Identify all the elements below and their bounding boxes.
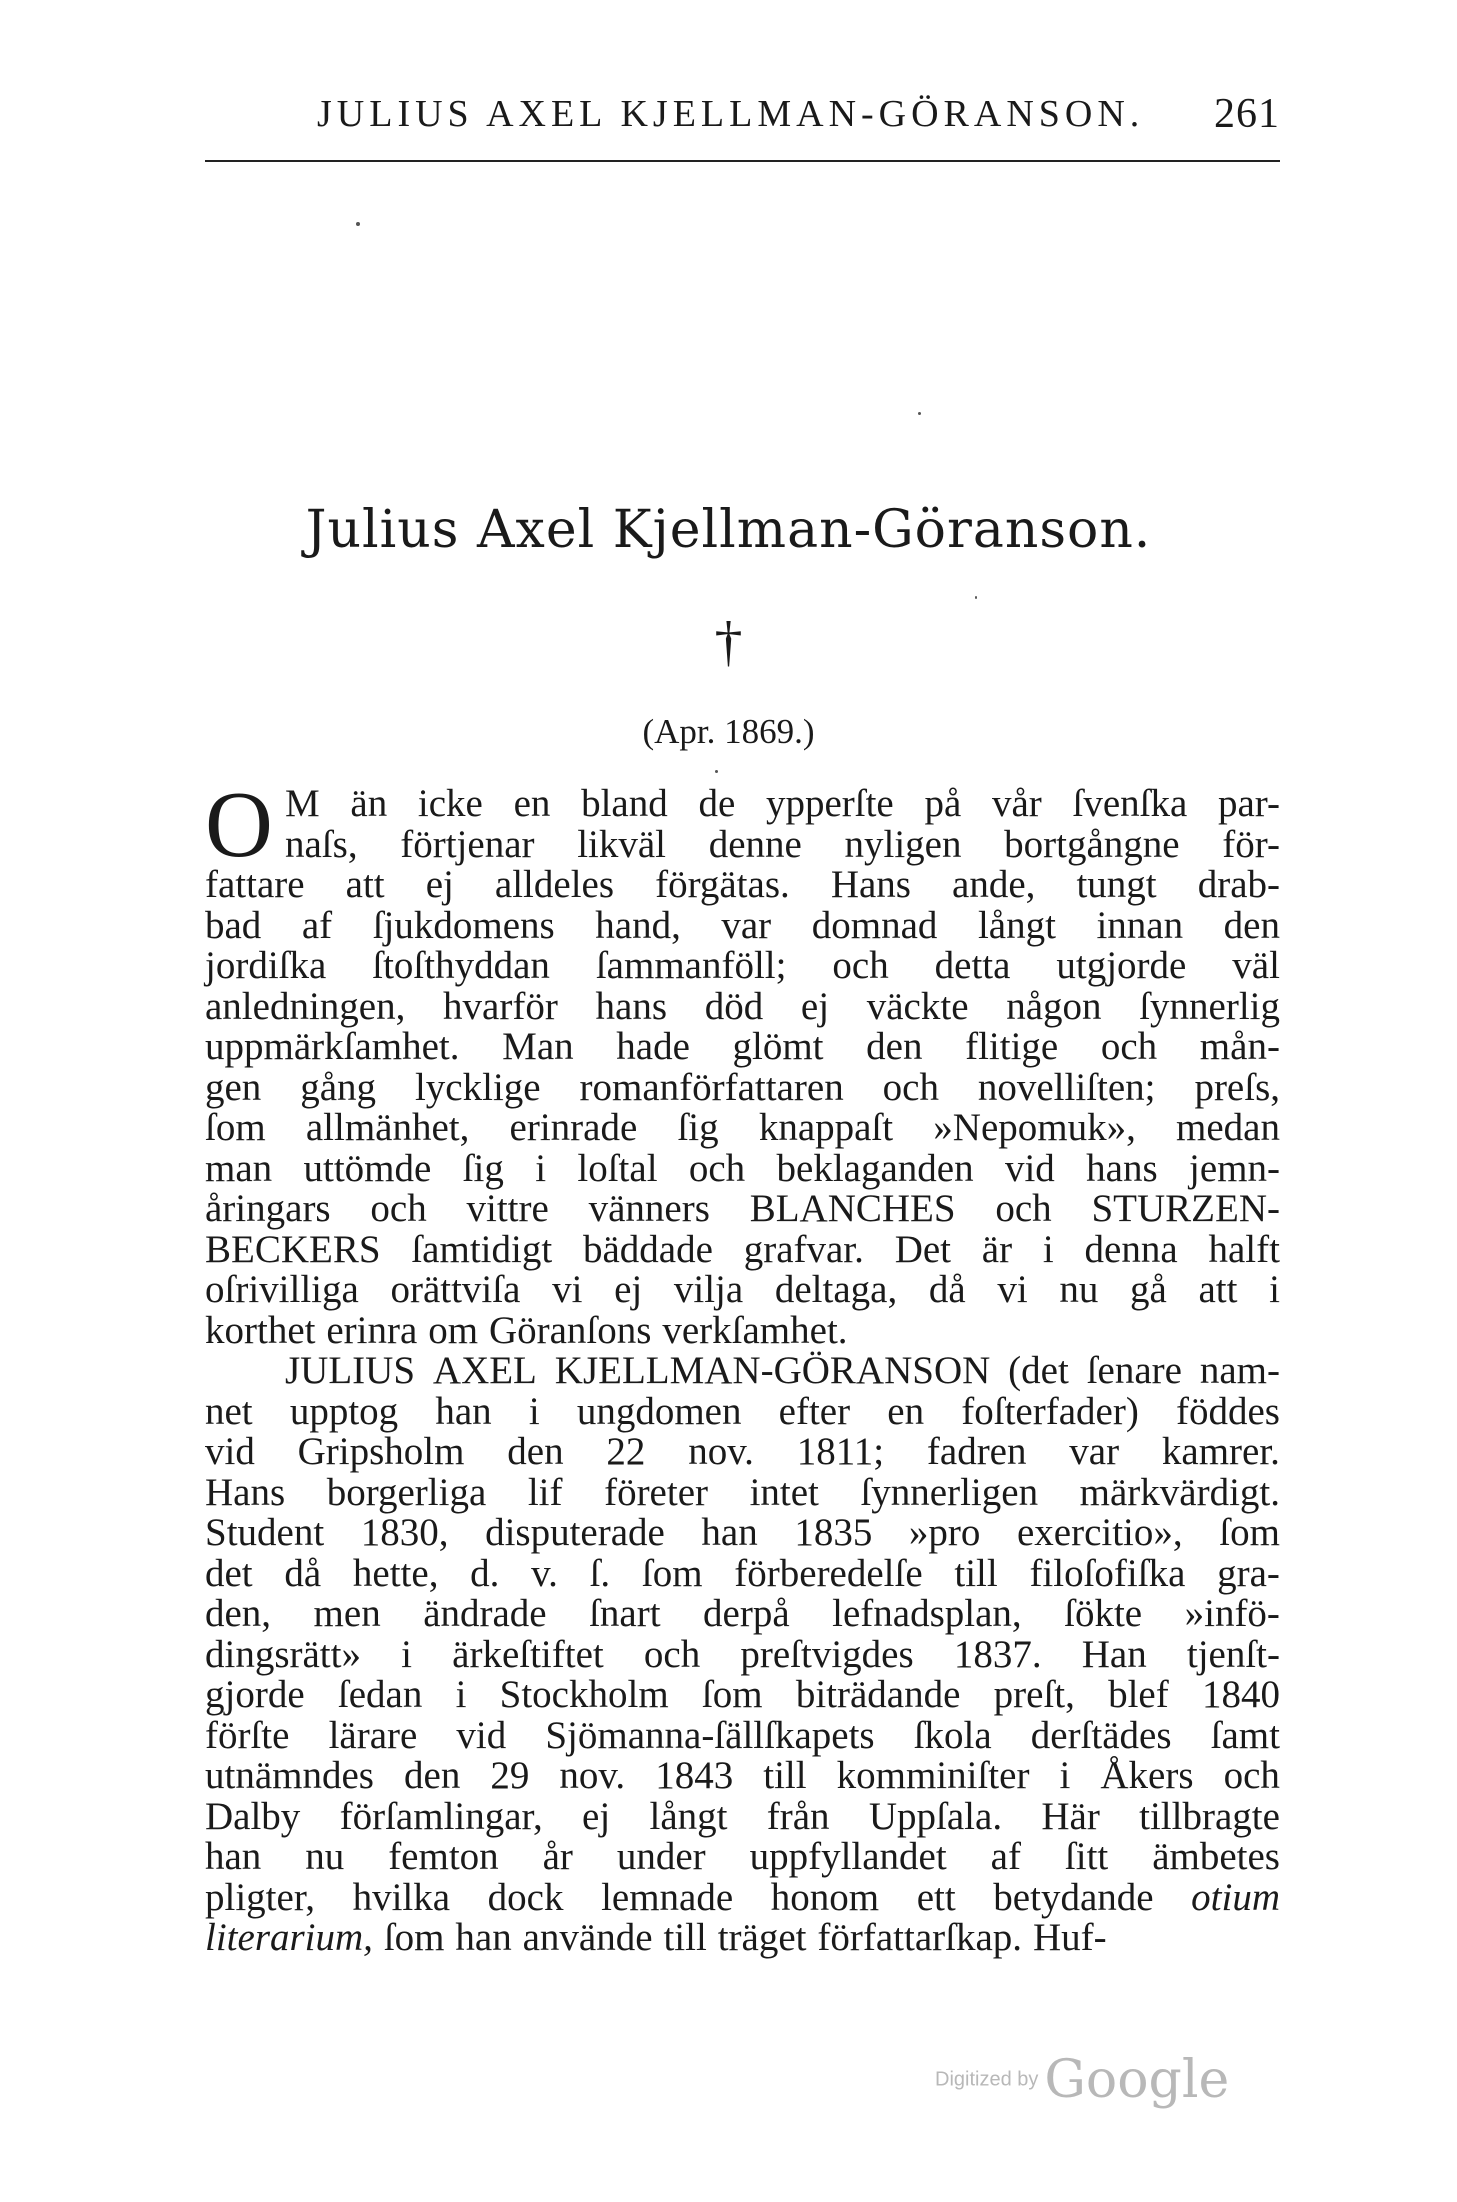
word: Göranſons (488, 1308, 652, 1352)
word: 22 (606, 1430, 646, 1473)
word: vid (456, 1713, 507, 1757)
word: af (990, 1835, 1021, 1878)
word: naſs, (285, 822, 358, 866)
word: ſenare (1086, 1349, 1182, 1392)
scan-speck (356, 222, 360, 226)
text-line (205, 1713, 1280, 1757)
word: vi (997, 1268, 1028, 1311)
word: i (455, 1673, 467, 1716)
header-rule (205, 160, 1280, 162)
word: ej (582, 1794, 611, 1838)
word: blef (1108, 1673, 1169, 1716)
word: träget (717, 1916, 807, 1959)
word: erinra (326, 1308, 418, 1352)
word: ungdomen (576, 1389, 742, 1433)
word: Han (1081, 1632, 1147, 1676)
word: romanförfattaren (579, 1065, 844, 1109)
word: 29 (490, 1754, 530, 1797)
text-line (205, 1837, 1280, 1878)
word: Uppſala. (868, 1794, 1003, 1838)
word: utnämndes (205, 1754, 374, 1797)
word: vi (552, 1268, 583, 1311)
word: förgätas. (655, 863, 790, 906)
watermark-prefix: Digitized by (935, 2068, 1039, 2091)
word: Åkers (1100, 1754, 1194, 1797)
word: gen (205, 1065, 262, 1109)
word: var (1069, 1430, 1120, 1473)
word: verkſamhet. (662, 1308, 848, 1352)
word: vänners (588, 1187, 710, 1230)
word: uppfyllandet (749, 1835, 947, 1878)
word: än (350, 782, 388, 825)
word: ſom (383, 1916, 445, 1959)
word: allmänhet, (305, 1106, 470, 1149)
text-line (205, 1308, 1280, 1352)
word: derpå (703, 1592, 790, 1635)
word: hans (595, 984, 668, 1028)
word: ſom (701, 1673, 763, 1716)
word: upptog (289, 1389, 399, 1433)
word: förſte (205, 1713, 290, 1757)
page-number: 261 (1214, 91, 1280, 137)
word: till (954, 1551, 998, 1595)
word: att (1198, 1268, 1238, 1311)
text-line (205, 1918, 1280, 1959)
word: 1837. (953, 1632, 1042, 1676)
word: det (205, 1551, 253, 1595)
word: beklaganden (776, 1146, 974, 1190)
digitized-watermark (935, 2050, 1229, 2110)
google-logo: Google (1044, 2050, 1230, 2110)
word: Stockholm (499, 1673, 669, 1716)
word: glömt (732, 1025, 824, 1068)
word: oſrivilliga (205, 1268, 359, 1311)
word: hvilka (352, 1875, 451, 1919)
word: net (205, 1389, 253, 1433)
word: innan (1096, 903, 1184, 947)
word: använde (522, 1916, 653, 1959)
drop-cap: O (205, 773, 273, 877)
word: preſs, (1194, 1065, 1280, 1109)
word: men (313, 1592, 381, 1635)
word: Sjömanna-ſällſkapets (545, 1713, 875, 1757)
word: och (832, 944, 889, 987)
word: af (301, 903, 333, 947)
word: att (345, 863, 385, 906)
word: och (1100, 1025, 1158, 1068)
word: ſynnerlig (1139, 984, 1280, 1028)
word: vid (205, 1430, 255, 1473)
word: nyligen (844, 822, 962, 866)
text-line (205, 984, 1280, 1028)
text-line (205, 1108, 1280, 1149)
scan-speck (975, 596, 977, 599)
word: erinrade (509, 1106, 638, 1149)
word: nov. (688, 1430, 754, 1473)
word: långt (977, 903, 1056, 947)
word: en (887, 1389, 925, 1433)
word: från (766, 1794, 830, 1838)
article-title: Julius Axel Kjellman-Göranson. (305, 500, 1152, 560)
word: vid (1004, 1146, 1055, 1190)
text-line (205, 1875, 1280, 1919)
word: biträdande (795, 1673, 961, 1716)
word: tungt (1076, 863, 1157, 906)
word: nam- (1199, 1349, 1280, 1392)
word: bad (205, 903, 262, 947)
word: Hans (830, 863, 911, 906)
word: ändrade (423, 1592, 547, 1635)
word: lemnade (601, 1875, 734, 1919)
word: Här (1041, 1794, 1100, 1838)
word: hans (1086, 1146, 1158, 1190)
word: betydande (993, 1875, 1154, 1919)
body-lines (205, 784, 1280, 1959)
word: medan (1176, 1106, 1280, 1149)
word: literarium, (205, 1916, 373, 1959)
word: vilja (673, 1268, 744, 1311)
word: grafvar. (743, 1227, 864, 1271)
word: ſ. (589, 1551, 611, 1595)
word: i (1269, 1268, 1280, 1311)
word: ſökte (1064, 1592, 1143, 1635)
word: BECKERS (205, 1227, 381, 1271)
running-title: JULIUS AXEL KJELLMAN-GÖRANSON. (317, 93, 1145, 135)
word: ſedan (337, 1673, 423, 1716)
word: ſom (1219, 1511, 1280, 1554)
text-line (205, 1632, 1280, 1676)
word: tillbragte (1139, 1794, 1280, 1838)
word: under (616, 1835, 706, 1878)
word: preſt, (993, 1673, 1075, 1716)
text-line (205, 1189, 1280, 1230)
word: ſamtidigt (411, 1227, 553, 1271)
word: ett (916, 1875, 956, 1919)
word: 1811; (796, 1430, 885, 1473)
word: uttömde (303, 1146, 432, 1190)
word: 1840 (1201, 1673, 1280, 1716)
word: hette, (352, 1551, 439, 1595)
text-line (205, 1675, 1280, 1716)
word: vittre (466, 1187, 549, 1230)
word: M (285, 782, 320, 825)
word: till (663, 1916, 707, 1959)
word: och (882, 1065, 939, 1109)
word: ſom (641, 1551, 703, 1595)
text-line (205, 1065, 1280, 1109)
text-line (205, 865, 1280, 906)
word: fadren (926, 1430, 1027, 1473)
word: i (535, 1146, 547, 1190)
word: gå (1130, 1268, 1167, 1311)
word: den (866, 1025, 923, 1068)
word: disputerade (485, 1511, 665, 1554)
word: 1835 (794, 1511, 873, 1554)
text-line (205, 822, 1280, 866)
word: Student (205, 1511, 325, 1554)
word: den (404, 1754, 461, 1797)
text-line (205, 1794, 1280, 1838)
word: halft (1208, 1227, 1280, 1271)
date-line: (Apr. 1869.) (642, 712, 815, 751)
word: ſtoſthyddan (372, 944, 550, 987)
word: lefnadsplan, (832, 1592, 1022, 1635)
running-head (205, 92, 1280, 152)
word: Gripsholm (297, 1430, 465, 1473)
word: bortgångne (1004, 822, 1180, 866)
word: gjorde (205, 1673, 305, 1716)
word: mån- (1199, 1025, 1280, 1068)
word: d. (470, 1551, 500, 1595)
word: ſig (462, 1146, 504, 1190)
word: dingsrätt» (205, 1632, 361, 1676)
word: förtjenar (400, 822, 535, 866)
word: nu (1059, 1268, 1099, 1311)
word: femton (388, 1835, 499, 1878)
word: intet (749, 1470, 819, 1514)
word: drab- (1197, 863, 1280, 906)
word: Hans (205, 1470, 286, 1514)
word: 1843 (655, 1754, 734, 1797)
word: långt (649, 1794, 728, 1838)
word: dock (487, 1875, 564, 1919)
word: vår (991, 782, 1042, 825)
word: ſvenſka (1072, 782, 1188, 825)
word: ſig (677, 1106, 719, 1149)
word: AXEL (432, 1349, 537, 1392)
word: var (721, 903, 772, 947)
word: Det (894, 1227, 951, 1271)
word: hvarför (443, 984, 558, 1028)
word: knappaſt (758, 1106, 894, 1149)
word: ſjukdomens (372, 903, 555, 947)
text-line (205, 1551, 1280, 1595)
word: ärkeſtiftet (452, 1632, 604, 1676)
word: v. (531, 1551, 558, 1595)
word: novelliſten; (977, 1065, 1156, 1109)
text-line (205, 1389, 1280, 1433)
word: ſammanföll; (595, 944, 787, 987)
word: borgerliga (326, 1470, 487, 1514)
word: år (542, 1835, 573, 1878)
word: han (701, 1511, 758, 1554)
word: man (205, 1146, 273, 1190)
word: ſynnerligen (860, 1470, 1039, 1514)
word: en (513, 782, 551, 825)
scan-speck (918, 412, 921, 415)
word: kamrer. (1161, 1430, 1280, 1473)
text-line (205, 1351, 1280, 1392)
word: BLANCHES (749, 1187, 956, 1230)
word: 1830, (360, 1511, 449, 1554)
text-line (205, 1432, 1280, 1473)
word: i (1042, 1227, 1054, 1271)
word: till (763, 1754, 807, 1797)
word: efter (778, 1389, 851, 1433)
word: derſtädes (1030, 1713, 1172, 1757)
word: domnad (811, 903, 938, 947)
text-line (205, 1270, 1280, 1311)
word: den (507, 1430, 564, 1473)
word: preſtvigdes (740, 1632, 914, 1676)
word: alldeles (494, 863, 615, 906)
word: den, (205, 1592, 272, 1635)
word: denne (708, 822, 802, 866)
word: ſom (205, 1106, 266, 1149)
word: på (924, 782, 962, 825)
word: loſtal (577, 1146, 658, 1190)
word: ande, (952, 863, 1036, 906)
word: »pro (908, 1511, 981, 1554)
word: för- (1222, 822, 1280, 866)
word: han (435, 1389, 492, 1433)
text-line (205, 1146, 1280, 1190)
word: ſamt (1210, 1713, 1280, 1757)
word: filoſofiſka (1029, 1551, 1186, 1595)
word: han (205, 1835, 262, 1878)
word: död (704, 984, 764, 1028)
word: hade (616, 1025, 690, 1068)
word: korthet (205, 1308, 316, 1352)
word: då (284, 1551, 322, 1595)
word: pligter, (205, 1875, 315, 1919)
word: nov. (559, 1754, 626, 1797)
text-line (205, 1756, 1280, 1797)
word: Dalby (205, 1794, 301, 1838)
word: och (688, 1146, 746, 1190)
word: komminiſter (836, 1754, 1030, 1797)
word: lärare (328, 1713, 418, 1757)
word: tjenſt- (1186, 1632, 1280, 1676)
word: uppmärkſamhet. (205, 1025, 460, 1068)
word: och (370, 1187, 427, 1230)
text-line (205, 946, 1280, 987)
word: i (528, 1389, 540, 1433)
word: detta (934, 944, 1011, 987)
word: den (1223, 903, 1280, 947)
word: JULIUS (285, 1349, 416, 1392)
word: jemn- (1188, 1146, 1280, 1190)
word: (det (1008, 1349, 1069, 1392)
word: nu (305, 1835, 345, 1878)
word: lif (527, 1470, 563, 1514)
word: Huf- (1032, 1916, 1107, 1959)
text-line (205, 1594, 1280, 1635)
word: exercitio», (1016, 1511, 1183, 1554)
word: ſkola (913, 1713, 992, 1757)
word: deltaga, (774, 1268, 898, 1311)
word: orättviſa (390, 1268, 521, 1311)
text-line (205, 903, 1280, 947)
word: otium (1191, 1875, 1280, 1919)
word: han (455, 1916, 512, 1959)
word: åringars (205, 1187, 331, 1230)
word: märkvärdigt. (1079, 1470, 1280, 1514)
word: foſterfader) (961, 1389, 1139, 1433)
word: väl (1232, 944, 1280, 987)
word: jordiſka (205, 944, 327, 987)
article-body (205, 773, 1280, 1959)
word: är (981, 1227, 1013, 1271)
word: STURZEN- (1091, 1187, 1280, 1230)
word: par- (1217, 782, 1280, 825)
word: företer (604, 1470, 708, 1514)
word: ej (614, 1268, 643, 1311)
word: utgjorde (1056, 944, 1187, 987)
word: förſamlingar, (339, 1794, 543, 1838)
word: väckte (866, 984, 969, 1028)
death-cross: † (714, 611, 743, 673)
word: ej (425, 863, 454, 906)
word: Man (502, 1025, 574, 1068)
word: ſnart (589, 1592, 661, 1635)
text-line (205, 1470, 1280, 1514)
word: bland (581, 782, 668, 825)
word: denna (1084, 1227, 1178, 1271)
word: gra- (1217, 1551, 1280, 1595)
word: likväl (577, 822, 667, 866)
word: lycklige (414, 1065, 541, 1109)
word: någon (1006, 984, 1102, 1028)
text-line (205, 1513, 1280, 1554)
word: om (428, 1308, 479, 1352)
word: och (643, 1632, 701, 1676)
text-line (205, 1027, 1280, 1068)
word: ej (800, 984, 830, 1028)
word: icke (417, 782, 483, 825)
word: då (928, 1268, 966, 1311)
text-line (205, 784, 1280, 825)
word: fattare (205, 863, 305, 906)
word: i (1059, 1754, 1071, 1797)
word: anledningen, (205, 984, 406, 1028)
word: »Nepomuk», (933, 1106, 1136, 1149)
word: förberedelſe (734, 1551, 923, 1595)
word: föddes (1175, 1389, 1280, 1433)
word: »infö- (1184, 1592, 1280, 1635)
word: i (401, 1632, 412, 1676)
text-line (205, 1227, 1280, 1271)
word: ämbetes (1152, 1835, 1280, 1878)
word: flitige (965, 1025, 1059, 1068)
word: de (698, 782, 736, 825)
word: hand, (595, 903, 681, 947)
word: ypperſte (765, 782, 894, 825)
scan-speck (715, 770, 718, 773)
word: författarſkap. (817, 1916, 1023, 1959)
word: honom (770, 1875, 880, 1919)
word: gång (300, 1065, 377, 1109)
word: KJELLMAN-GÖRANSON (554, 1349, 991, 1392)
word: bäddade (582, 1227, 713, 1271)
word: och (995, 1187, 1052, 1230)
word: ſitt (1064, 1835, 1109, 1878)
word: och (1223, 1754, 1280, 1797)
